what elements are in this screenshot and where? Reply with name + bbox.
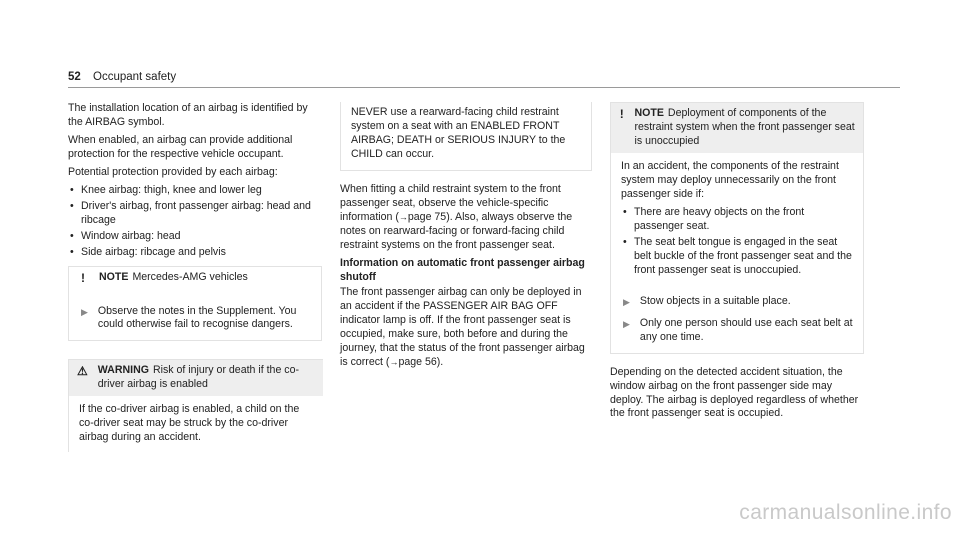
play-arrow-icon: ▶ — [81, 306, 88, 317]
note-box — [610, 102, 864, 354]
note-box — [68, 266, 322, 342]
warning-continuation-box — [340, 102, 592, 171]
condition-list — [621, 206, 853, 278]
play-arrow-icon: ▶ — [623, 318, 630, 329]
list-item: • Window airbag: head — [68, 230, 322, 244]
note-body — [611, 153, 863, 289]
page-number: 52 — [68, 71, 81, 83]
paragraph: The installation location of an airbag is identified by the AIRBAG symbol. — [68, 102, 308, 128]
note-keyword: NOTE — [99, 270, 129, 283]
ref-arrow-icon: → — [398, 211, 408, 222]
paragraph: Potential protection provided by each airbag: — [68, 165, 278, 178]
note-text: Mercedes-AMG vehicles — [132, 270, 248, 283]
instruction-step — [69, 291, 321, 341]
play-arrow-icon: ▶ — [623, 296, 630, 307]
note-keyword: NOTE — [634, 107, 664, 119]
exclamation-icon: ! — [81, 270, 85, 285]
warning-keyword: WARNING — [97, 364, 149, 377]
list-item: • There are heavy objects on the front passenger seat. — [621, 206, 853, 234]
warning-continuation-text: NEVER use a rearward-facing child restraint system on a seat with an ENABLED FRONT AIRBAG; DEATH or SERIOUS INJURY to the CHILD can occur. — [351, 106, 566, 160]
section-title: Occupant safety — [93, 71, 177, 83]
warning-header — [69, 360, 323, 396]
ref-arrow-icon: → — [389, 356, 399, 367]
instruction-step — [611, 289, 863, 315]
section-heading: Information on automatic front passenger airbag shutoff — [340, 256, 585, 283]
watermark: carmanualsonline.info — [739, 501, 952, 525]
column-2 — [340, 102, 592, 373]
text-segment: When fitting a child restraint system to the front passenger seat, observe the vehicle-specific information ( — [340, 182, 561, 223]
list-item: • Side airbag: ribcage and pelvis — [68, 246, 322, 260]
page-reference[interactable]: page 56 — [398, 355, 437, 368]
column-1 — [68, 102, 322, 452]
warning-body: If the co-driver airbag is enabled, a child on the co-driver seat may be struck by the co-driver airbag during an accident. — [79, 403, 300, 444]
paragraph: In an accident, the components of the restraint system may deploy unnecessarily on the front passenger side if: — [621, 159, 839, 200]
page-header — [68, 70, 176, 85]
warning-triangle-icon: ⚠ — [77, 364, 88, 379]
list-item: • The seat belt tongue is engaged in the seat belt buckle of the front passenger seat and the front passenger seat is unoccupied. — [621, 236, 853, 278]
text-segment: The front passenger airbag can only be deployed in an accident if the PASSENGER AIR BAG OFF indicator lamp is off. If the front passenger seat is occupied, make sure, both before and during the journey, that the status of the front passenger airbag is correct ( — [340, 285, 585, 368]
instruction-step — [611, 315, 863, 353]
warning-title: Risk of injury or death if the co-driver airbag is enabled — [97, 364, 299, 391]
paragraph: When enabled, an airbag can provide additional protection for the respective vehicle occupant. — [68, 133, 293, 160]
text-segment: ). — [436, 355, 444, 368]
column-3 — [610, 102, 864, 425]
note-title: Deployment of components of the restraint system when the front passenger seat is unoccupied — [634, 107, 855, 147]
warning-box — [68, 359, 323, 452]
page-reference[interactable]: page 75 — [407, 210, 447, 223]
step-text: Only one person should use each seat belt at any one time. — [639, 316, 853, 343]
exclamation-icon: ! — [619, 107, 624, 121]
step-text: Observe the notes in the Supplement. You could otherwise fail to recognise dangers. — [97, 304, 297, 331]
airbag-list — [68, 184, 322, 260]
paragraph — [340, 183, 592, 253]
step-text: Stow objects in a suitable place. — [639, 294, 791, 307]
list-item: • Driver's airbag, front passenger airbag: head and ribcage — [68, 200, 322, 228]
paragraph — [340, 286, 592, 370]
note-header — [611, 103, 863, 153]
note-header — [69, 267, 321, 291]
list-item: • Knee airbag: thigh, knee and lower leg — [68, 184, 322, 198]
text-segment: ). Also, always observe the notes on rearward-facing or forward-facing child restraint systems on the front passenger seat. — [340, 210, 573, 251]
header-rule — [68, 87, 900, 88]
paragraph: Depending on the detected accident situation, the window airbag on the front passenger side may deploy. The airbag is deployed regardless of whether the front passenger seat is occupied. — [610, 365, 859, 420]
